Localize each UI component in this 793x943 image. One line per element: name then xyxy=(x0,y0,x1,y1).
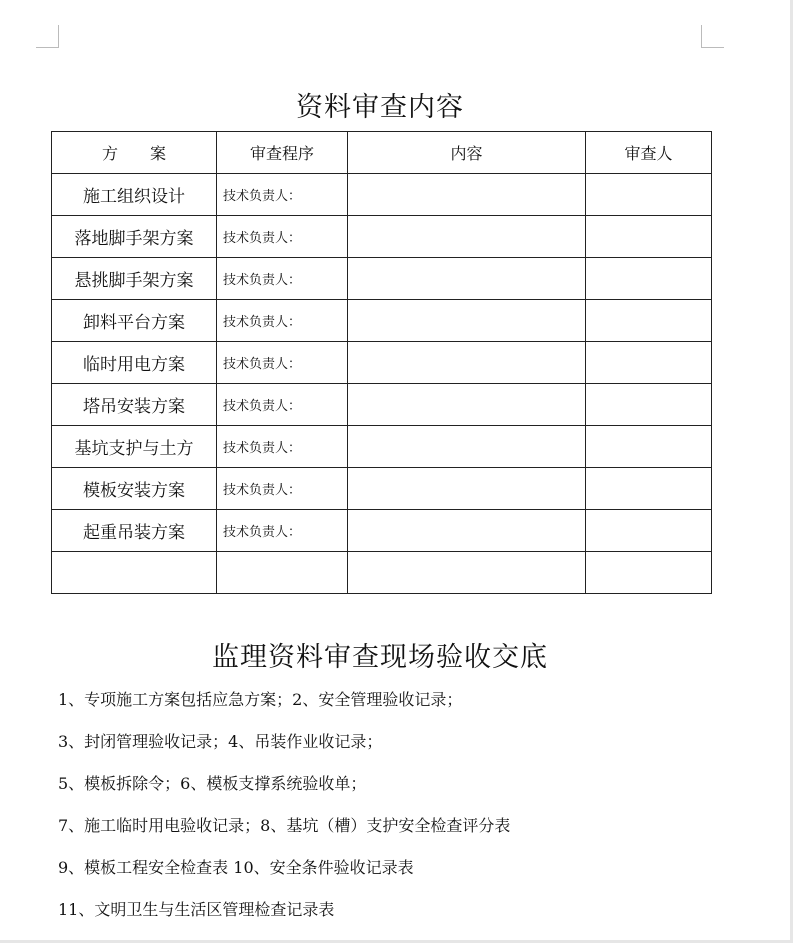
header-procedure: 审查程序 xyxy=(217,132,348,174)
procedure-cell: 技术负责人： xyxy=(217,174,348,216)
reviewer-cell[interactable] xyxy=(586,174,712,216)
plan-cell: 模板安装方案 xyxy=(52,468,217,510)
list-item: 9、模板工程安全检查表 10、安全条件验收记录表 xyxy=(58,858,414,877)
procedure-cell: 技术负责人： xyxy=(217,426,348,468)
margin-corner-top-right xyxy=(701,25,724,48)
table-row xyxy=(52,384,712,426)
content-cell[interactable] xyxy=(348,258,586,300)
plan-cell: 临时用电方案 xyxy=(52,342,217,384)
header-plan: 方 案 xyxy=(52,132,217,174)
list-item: 3、封闭管理验收记录；4、吊装作业收记录； xyxy=(58,732,383,751)
procedure-cell[interactable] xyxy=(217,552,348,594)
table-row xyxy=(52,426,712,468)
procedure-cell: 技术负责人： xyxy=(217,258,348,300)
table-row xyxy=(52,468,712,510)
list-item: 7、施工临时用电验收记录；8、基坑（槽）支护安全检查评分表 xyxy=(58,816,511,835)
reviewer-cell[interactable] xyxy=(586,216,712,258)
reviewer-cell[interactable] xyxy=(586,552,712,594)
content-cell[interactable] xyxy=(348,216,586,258)
header-reviewer: 审查人 xyxy=(586,132,712,174)
table-row xyxy=(52,258,712,300)
header-content: 内容 xyxy=(348,132,586,174)
table-header-row xyxy=(52,132,712,174)
procedure-cell: 技术负责人： xyxy=(217,510,348,552)
content-cell[interactable] xyxy=(348,510,586,552)
content-cell[interactable] xyxy=(348,384,586,426)
plan-cell: 施工组织设计 xyxy=(52,174,217,216)
plan-cell: 卸料平台方案 xyxy=(52,300,217,342)
table-row xyxy=(52,300,712,342)
table-row xyxy=(52,552,712,594)
reviewer-cell[interactable] xyxy=(586,510,712,552)
procedure-cell: 技术负责人： xyxy=(217,216,348,258)
plan-cell: 落地脚手架方案 xyxy=(52,216,217,258)
table-row xyxy=(52,216,712,258)
content-cell[interactable] xyxy=(348,426,586,468)
list-item: 11、文明卫生与生活区管理检查记录表 xyxy=(58,900,335,919)
plan-cell: 塔吊安装方案 xyxy=(52,384,217,426)
item-list xyxy=(58,687,510,939)
reviewer-cell[interactable] xyxy=(586,468,712,510)
section-title: 监理资料审查现场验收交底 xyxy=(212,642,548,673)
table-row xyxy=(52,174,712,216)
document-title: 资料审查内容 xyxy=(296,92,464,123)
content-cell[interactable] xyxy=(348,552,586,594)
reviewer-cell[interactable] xyxy=(586,426,712,468)
list-item: 1、专项施工方案包括应急方案；2、安全管理验收记录； xyxy=(58,690,463,709)
content-cell[interactable] xyxy=(348,468,586,510)
procedure-cell: 技术负责人： xyxy=(217,342,348,384)
plan-cell: 基坑支护与土方 xyxy=(52,426,217,468)
procedure-cell: 技术负责人： xyxy=(217,468,348,510)
content-cell[interactable] xyxy=(348,174,586,216)
table-row xyxy=(52,510,712,552)
plan-cell: 悬挑脚手架方案 xyxy=(52,258,217,300)
review-table xyxy=(51,131,712,594)
plan-cell: 起重吊装方案 xyxy=(52,510,217,552)
reviewer-cell[interactable] xyxy=(586,258,712,300)
reviewer-cell[interactable] xyxy=(586,342,712,384)
procedure-cell: 技术负责人： xyxy=(217,384,348,426)
procedure-cell: 技术负责人： xyxy=(217,300,348,342)
content-cell[interactable] xyxy=(348,300,586,342)
reviewer-cell[interactable] xyxy=(586,384,712,426)
reviewer-cell[interactable] xyxy=(586,300,712,342)
content-cell[interactable] xyxy=(348,342,586,384)
list-item: 5、模板拆除令；6、模板支撑系统验收单； xyxy=(58,774,367,793)
margin-corner-top-left xyxy=(36,25,59,48)
plan-cell[interactable] xyxy=(52,552,217,594)
table-row xyxy=(52,342,712,384)
